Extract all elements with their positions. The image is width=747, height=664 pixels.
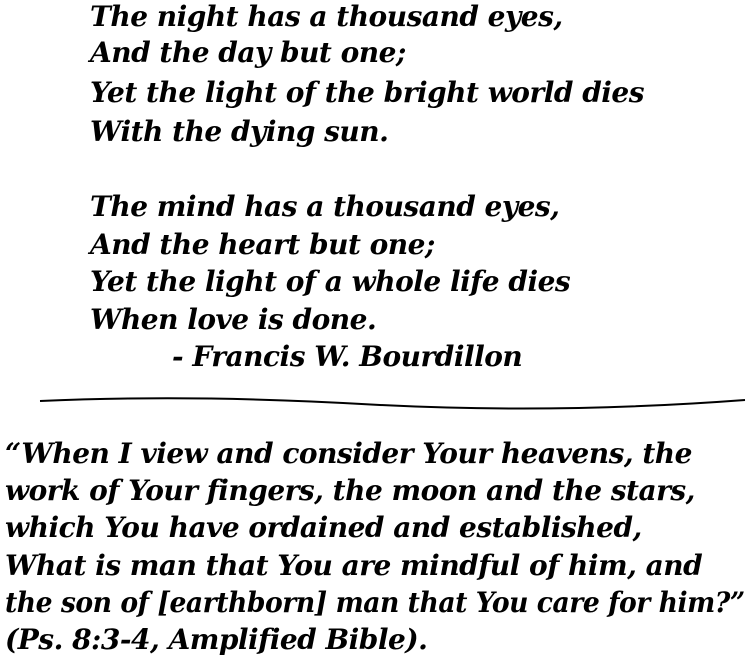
verse-line: “When I view and consider Your heavens, the — [5, 437, 692, 470]
poem-line: The mind has a thousand eyes, — [90, 190, 560, 223]
verse-line: work of Your fingers, the moon and the stars, — [5, 474, 695, 507]
poem-attribution: - Francis W. Bourdillon — [172, 340, 523, 373]
poem-line: And the heart but one; — [90, 228, 435, 261]
poem-line: With the dying sun. — [90, 115, 389, 148]
divider-line — [0, 380, 747, 430]
verse-line: the son of [earthborn] man that You care for him?” — [5, 586, 745, 619]
verse-line: What is man that You are mindful of him, and — [5, 549, 703, 582]
poem-line: The night has a thousand eyes, — [90, 0, 563, 33]
poem-line: And the day but one; — [90, 36, 406, 69]
poem-line: Yet the light of the bright world dies — [90, 76, 644, 109]
verse-line: which You have ordained and established, — [5, 511, 642, 544]
poem-line: When love is done. — [90, 303, 377, 336]
verse-line: (Ps. 8:3-4, Amplified Bible). — [5, 623, 428, 656]
poem-line: Yet the light of a whole life dies — [90, 265, 571, 298]
